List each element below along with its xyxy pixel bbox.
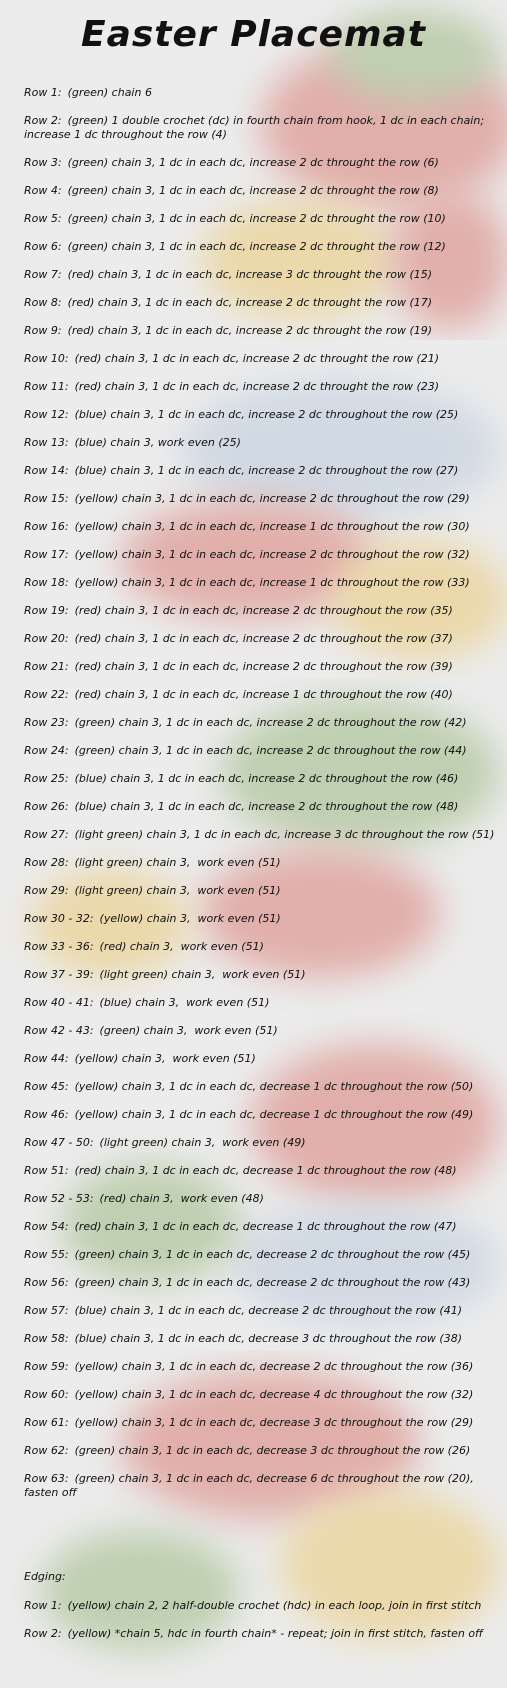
row-label: Row 8: <box>24 296 62 309</box>
pattern-row <box>24 576 500 590</box>
row-label: Row 3: <box>24 156 62 169</box>
row-instruction: (red) chain 3, 1 dc in each dc, decrease 1 dc throughout the row (47) <box>74 1220 457 1233</box>
pattern-row <box>24 464 500 478</box>
row-instruction: (green) chain 3, 1 dc in each dc, increase 2 dc throught the row (8) <box>67 184 439 197</box>
row-instruction: (green) chain 3, 1 dc in each dc, increase 2 dc throught the row (10) <box>67 212 446 225</box>
row-label: Row 5: <box>24 212 62 225</box>
row-label: Row 4: <box>24 184 62 197</box>
pattern-row <box>24 240 500 254</box>
row-instruction: (red) chain 3, 1 dc in each dc, increase 2 dc throughout the row (39) <box>74 660 453 673</box>
row-instruction: (blue) chain 3, 1 dc in each dc, increase 2 dc throughout the row (25) <box>74 408 459 421</box>
pattern-row <box>24 856 500 870</box>
row-label: Row 63: <box>24 1472 69 1485</box>
row-label: Row 13: <box>24 436 69 449</box>
pattern-row <box>24 548 500 562</box>
row-instruction: (yellow) chain 3, 1 dc in each dc, decrease 2 dc throughout the row (36) <box>74 1360 474 1373</box>
pattern-row <box>24 492 500 506</box>
pattern-row <box>24 324 500 338</box>
row-instruction: (yellow) chain 2, 2 half-double crochet (hdc) in each loop, join in first stitch <box>67 1599 482 1612</box>
pattern-row <box>24 1220 500 1234</box>
row-label: Row 23: <box>24 716 69 729</box>
pattern-row <box>24 352 500 366</box>
pattern-row <box>24 996 500 1010</box>
row-instruction: (blue) chain 3, 1 dc in each dc, increase 2 dc throughout the row (46) <box>74 772 459 785</box>
row-label: Row 29: <box>24 884 69 897</box>
row-instruction: (green) chain 3, 1 dc in each dc, decrease 6 dc throughout the row (20), fasten off <box>24 1472 478 1499</box>
row-label: Row 25: <box>24 772 69 785</box>
row-instruction: (yellow) chain 3, 1 dc in each dc, increase 2 dc throughout the row (32) <box>74 548 470 561</box>
row-label: Row 26: <box>24 800 69 813</box>
row-label: Row 59: <box>24 1360 69 1373</box>
row-label: Row 52 - 53: <box>24 1192 94 1205</box>
row-instruction: (yellow) chain 3, 1 dc in each dc, increase 2 dc throughout the row (29) <box>74 492 470 505</box>
pattern-row <box>24 114 500 142</box>
pattern-row <box>24 520 500 534</box>
pattern-row <box>24 1388 500 1402</box>
pattern-row <box>24 1444 500 1458</box>
pattern-row <box>24 1052 500 1066</box>
row-instruction: (red) chain 3, 1 dc in each dc, increase 3 dc throught the row (15) <box>67 268 433 281</box>
pattern-row <box>24 212 500 226</box>
row-label: Row 62: <box>24 1444 69 1457</box>
row-label: Row 33 - 36: <box>24 940 94 953</box>
pattern-row <box>24 1599 504 1613</box>
pattern-row <box>24 660 500 674</box>
row-instruction: (red) chain 3, 1 dc in each dc, increase 2 dc throught the row (21) <box>74 352 440 365</box>
pattern-row <box>24 772 500 786</box>
row-instruction: (red) chain 3, 1 dc in each dc, increase 1 dc throughout the row (40) <box>74 688 453 701</box>
pattern-row <box>24 940 500 954</box>
pattern-row <box>24 716 500 730</box>
row-instruction: (yellow) *chain 5, hdc in fourth chain* - repeat; join in first stitch, fasten off <box>67 1627 483 1640</box>
row-instruction: (light green) chain 3, work even (51) <box>74 856 281 869</box>
row-label: Row 45: <box>24 1080 69 1093</box>
pattern-row <box>24 86 500 100</box>
pattern-row <box>24 912 500 926</box>
row-instruction: (red) chain 3, 1 dc in each dc, decrease 1 dc throughout the row (48) <box>74 1164 457 1177</box>
row-instruction: (yellow) chain 3, 1 dc in each dc, increase 1 dc throughout the row (33) <box>74 576 470 589</box>
row-label: Row 37 - 39: <box>24 968 94 981</box>
row-instruction: (green) chain 3, 1 dc in each dc, increase 2 dc throught the row (12) <box>67 240 446 253</box>
pattern-row <box>24 408 500 422</box>
row-instruction: (green) chain 3, work even (51) <box>99 1024 278 1037</box>
pattern-row <box>24 1276 500 1290</box>
row-instruction: (yellow) chain 3, 1 dc in each dc, increase 1 dc throughout the row (30) <box>74 520 470 533</box>
row-label: Row 2: <box>24 1627 62 1640</box>
page-title: Easter Placemat <box>80 14 426 55</box>
row-label: Row 14: <box>24 464 69 477</box>
row-instruction: (green) chain 6 <box>67 86 152 99</box>
pattern-row <box>24 1108 500 1122</box>
row-label: Row 20: <box>24 632 69 645</box>
row-instruction: (yellow) chain 3, 1 dc in each dc, decrease 1 dc throughout the row (49) <box>74 1108 474 1121</box>
pattern-row <box>24 688 500 702</box>
row-instruction: (red) chain 3, work even (51) <box>99 940 264 953</box>
row-label: Row 47 - 50: <box>24 1136 94 1149</box>
row-label: Row 46: <box>24 1108 69 1121</box>
row-label: Row 17: <box>24 548 69 561</box>
row-instruction: (red) chain 3, work even (48) <box>99 1192 264 1205</box>
row-label: Row 18: <box>24 576 69 589</box>
row-instruction: (red) chain 3, 1 dc in each dc, increase 2 dc throught the row (19) <box>67 324 433 337</box>
pattern-row <box>24 1416 500 1430</box>
row-instruction: (blue) chain 3, 1 dc in each dc, decrease 2 dc throughout the row (41) <box>74 1304 463 1317</box>
row-label: Row 15: <box>24 492 69 505</box>
pattern-row <box>24 1080 500 1094</box>
row-instruction: (yellow) chain 3, work even (51) <box>99 912 281 925</box>
pattern-row <box>24 1304 500 1318</box>
row-label: Row 57: <box>24 1304 69 1317</box>
row-label: Row 44: <box>24 1052 69 1065</box>
row-label: Row 1: <box>24 86 62 99</box>
pattern-row <box>24 184 500 198</box>
pattern-row <box>24 1248 500 1262</box>
row-instruction: (blue) chain 3, 1 dc in each dc, increase 2 dc throughout the row (27) <box>74 464 459 477</box>
pattern-row <box>24 1164 500 1178</box>
pattern-rows <box>24 86 500 1514</box>
row-label: Row 58: <box>24 1332 69 1345</box>
row-label: Row 55: <box>24 1248 69 1261</box>
pattern-row <box>24 884 500 898</box>
row-label: Row 7: <box>24 268 62 281</box>
row-label: Row 28: <box>24 856 69 869</box>
row-label: Row 40 - 41: <box>24 996 94 1009</box>
pattern-row <box>24 268 500 282</box>
pattern-row <box>24 1024 500 1038</box>
row-instruction: (red) chain 3, 1 dc in each dc, increase 2 dc throughout the row (37) <box>74 632 453 645</box>
row-label: Row 24: <box>24 744 69 757</box>
row-instruction: (blue) chain 3, 1 dc in each dc, increase 2 dc throughout the row (48) <box>74 800 459 813</box>
row-label: Row 19: <box>24 604 69 617</box>
row-instruction: (yellow) chain 3, work even (51) <box>74 1052 256 1065</box>
pattern-row <box>24 1332 500 1346</box>
pattern-row <box>24 1627 504 1641</box>
row-label: Row 21: <box>24 660 69 673</box>
row-instruction: (yellow) chain 3, 1 dc in each dc, decrease 3 dc throughout the row (29) <box>74 1416 474 1429</box>
row-instruction: (light green) chain 3, 1 dc in each dc, increase 3 dc throughout the row (51) <box>74 828 495 841</box>
row-label: Row 6: <box>24 240 62 253</box>
row-label: Row 9: <box>24 324 62 337</box>
row-label: Row 2: <box>24 114 62 127</box>
row-label: Row 1: <box>24 1599 62 1612</box>
pattern-row <box>24 1136 500 1150</box>
pattern-row <box>24 800 500 814</box>
edging-rows <box>24 1599 504 1641</box>
row-instruction: (green) chain 3, 1 dc in each dc, increase 2 dc throught the row (6) <box>67 156 439 169</box>
row-label: Row 51: <box>24 1164 69 1177</box>
row-instruction: (yellow) chain 3, 1 dc in each dc, decrease 4 dc throughout the row (32) <box>74 1388 474 1401</box>
row-label: Row 30 - 32: <box>24 912 94 925</box>
row-label: Row 12: <box>24 408 69 421</box>
row-label: Row 11: <box>24 380 69 393</box>
row-instruction: (green) chain 3, 1 dc in each dc, decrease 2 dc throughout the row (45) <box>74 1248 471 1261</box>
edging-section <box>24 1570 504 1655</box>
row-label: Row 60: <box>24 1388 69 1401</box>
row-instruction: (green) chain 3, 1 dc in each dc, increase 2 dc throughout the row (44) <box>74 744 467 757</box>
row-label: Row 54: <box>24 1220 69 1233</box>
row-label: Row 56: <box>24 1276 69 1289</box>
row-label: Row 61: <box>24 1416 69 1429</box>
row-instruction: (red) chain 3, 1 dc in each dc, increase 2 dc throughout the row (35) <box>74 604 453 617</box>
row-instruction: (red) chain 3, 1 dc in each dc, increase 2 dc throught the row (17) <box>67 296 433 309</box>
pattern-row <box>24 380 500 394</box>
row-instruction: (red) chain 3, 1 dc in each dc, increase 2 dc throught the row (23) <box>74 380 440 393</box>
row-instruction: (blue) chain 3, work even (25) <box>74 436 241 449</box>
pattern-row <box>24 1360 500 1374</box>
row-instruction: (green) chain 3, 1 dc in each dc, decrease 2 dc throughout the row (43) <box>74 1276 471 1289</box>
pattern-row <box>24 436 500 450</box>
pattern-row <box>24 1472 500 1500</box>
pattern-row <box>24 828 500 842</box>
pattern-row <box>24 632 500 646</box>
pattern-row <box>24 156 500 170</box>
row-instruction: (light green) chain 3, work even (49) <box>99 1136 306 1149</box>
row-instruction: (green) chain 3, 1 dc in each dc, increase 2 dc throughout the row (42) <box>74 716 467 729</box>
row-instruction: (green) chain 3, 1 dc in each dc, decrease 3 dc throughout the row (26) <box>74 1444 471 1457</box>
pattern-row <box>24 296 500 310</box>
row-label: Row 16: <box>24 520 69 533</box>
row-label: Row 42 - 43: <box>24 1024 94 1037</box>
row-instruction: (blue) chain 3, work even (51) <box>99 996 270 1009</box>
row-instruction: (light green) chain 3, work even (51) <box>99 968 306 981</box>
pattern-row <box>24 744 500 758</box>
row-label: Row 27: <box>24 828 69 841</box>
pattern-row <box>24 968 500 982</box>
row-instruction: (blue) chain 3, 1 dc in each dc, decrease 3 dc throughout the row (38) <box>74 1332 463 1345</box>
row-label: Row 22: <box>24 688 69 701</box>
edging-heading: Edging: <box>24 1570 66 1583</box>
row-instruction: (green) 1 double crochet (dc) in fourth chain from hook, 1 dc in each chain; increase 1 dc throughout the row (4) <box>24 114 488 141</box>
row-label: Row 10: <box>24 352 69 365</box>
pattern-row <box>24 1192 500 1206</box>
row-instruction: (yellow) chain 3, 1 dc in each dc, decrease 1 dc throughout the row (50) <box>74 1080 474 1093</box>
row-instruction: (light green) chain 3, work even (51) <box>74 884 281 897</box>
pattern-row <box>24 604 500 618</box>
